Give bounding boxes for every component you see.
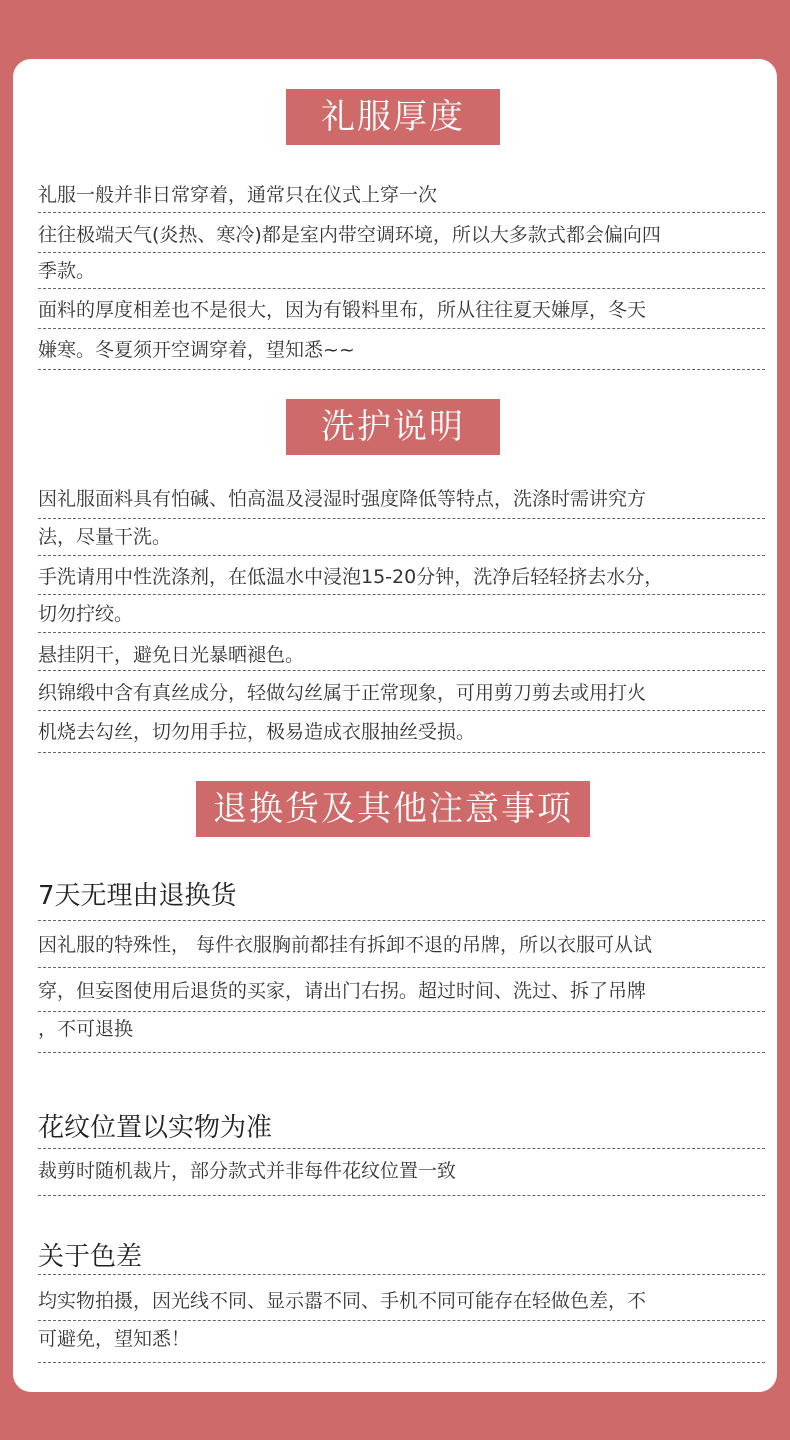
text-line: 手洗请用中性洗涤剂，在低温水中浸泡15-20分钟，洗净后轻轻挤去水分， [38,566,664,588]
text-line: 面料的厚度相差也不是很大，因为有锻料里布，所从往往夏天嫌厚，冬天 [38,299,647,321]
text-line: 礼服一般并非日常穿着，通常只在仪式上穿一次 [38,184,438,206]
subheading-pattern-position: 花纹位置以实物为准 [38,1113,273,1143]
section-title-dress-thickness: 礼服厚度 [286,89,500,145]
text-line: 裁剪时随机裁片，部分款式并非每件花纹位置一致 [38,1160,457,1182]
divider [38,752,765,753]
divider [38,594,765,595]
divider [38,1052,765,1053]
divider [38,670,765,671]
text-line: 因礼服的特殊性， 每件衣服胸前都挂有拆卸不退的吊牌，所以衣服可从试 [38,934,653,956]
divider [38,328,765,329]
text-line: 机烧去勾丝，切勿用手拉，极易造成衣服抽丝受损。 [38,721,476,743]
text-line: 季款。 [38,260,96,282]
divider [38,920,765,921]
divider [38,252,765,253]
divider [38,1320,765,1321]
text-line: 嫌寒。冬夏须开空调穿着，望知悉~~ [38,339,355,361]
divider [38,967,765,968]
divider [38,1148,765,1149]
text-line: 因礼服面料具有怕碱、怕高温及浸湿时强度降低等特点，洗涤时需讲究方 [38,488,647,510]
text-line: 穿，但妄图使用后退货的买家，请出门右拐。超过时间、洗过、拆了吊牌 [38,980,647,1002]
divider [38,212,765,213]
subheading-return-policy: 7天无理由退换货 [38,881,237,911]
subheading-color-difference: 关于色差 [38,1242,143,1272]
section-title-care-instructions: 洗护说明 [286,399,500,455]
text-line: 往往极端天气(炎热、寒冷)都是室内带空调环境，所以大多款式都会偏向四 [38,224,661,246]
section-title-returns-notes: 退换货及其他注意事项 [196,781,590,837]
text-line: 悬挂阴干，避免日光暴晒褪色。 [38,644,305,666]
text-line: 均实物拍摄，因光线不同、显示嚣不同、手机不同可能存在轻做色差，不 [38,1290,647,1312]
text-line: 切勿拧绞。 [38,603,134,625]
text-line: 法，尽量干洗。 [38,526,172,548]
divider [38,288,765,289]
divider [38,632,765,633]
divider [38,518,765,519]
divider [38,710,765,711]
text-line: ，不可退换 [38,1018,134,1040]
divider [38,1195,765,1196]
text-line: 织锦缎中含有真丝成分，轻做勾丝属于正常现象，可用剪刀剪去或用打火 [38,682,647,704]
divider [38,1362,765,1363]
divider [38,1011,765,1012]
divider [38,1274,765,1275]
text-line: 可避免，望知悉！ [38,1328,191,1350]
content-card [13,59,777,1392]
divider [38,555,765,556]
divider [38,369,765,370]
